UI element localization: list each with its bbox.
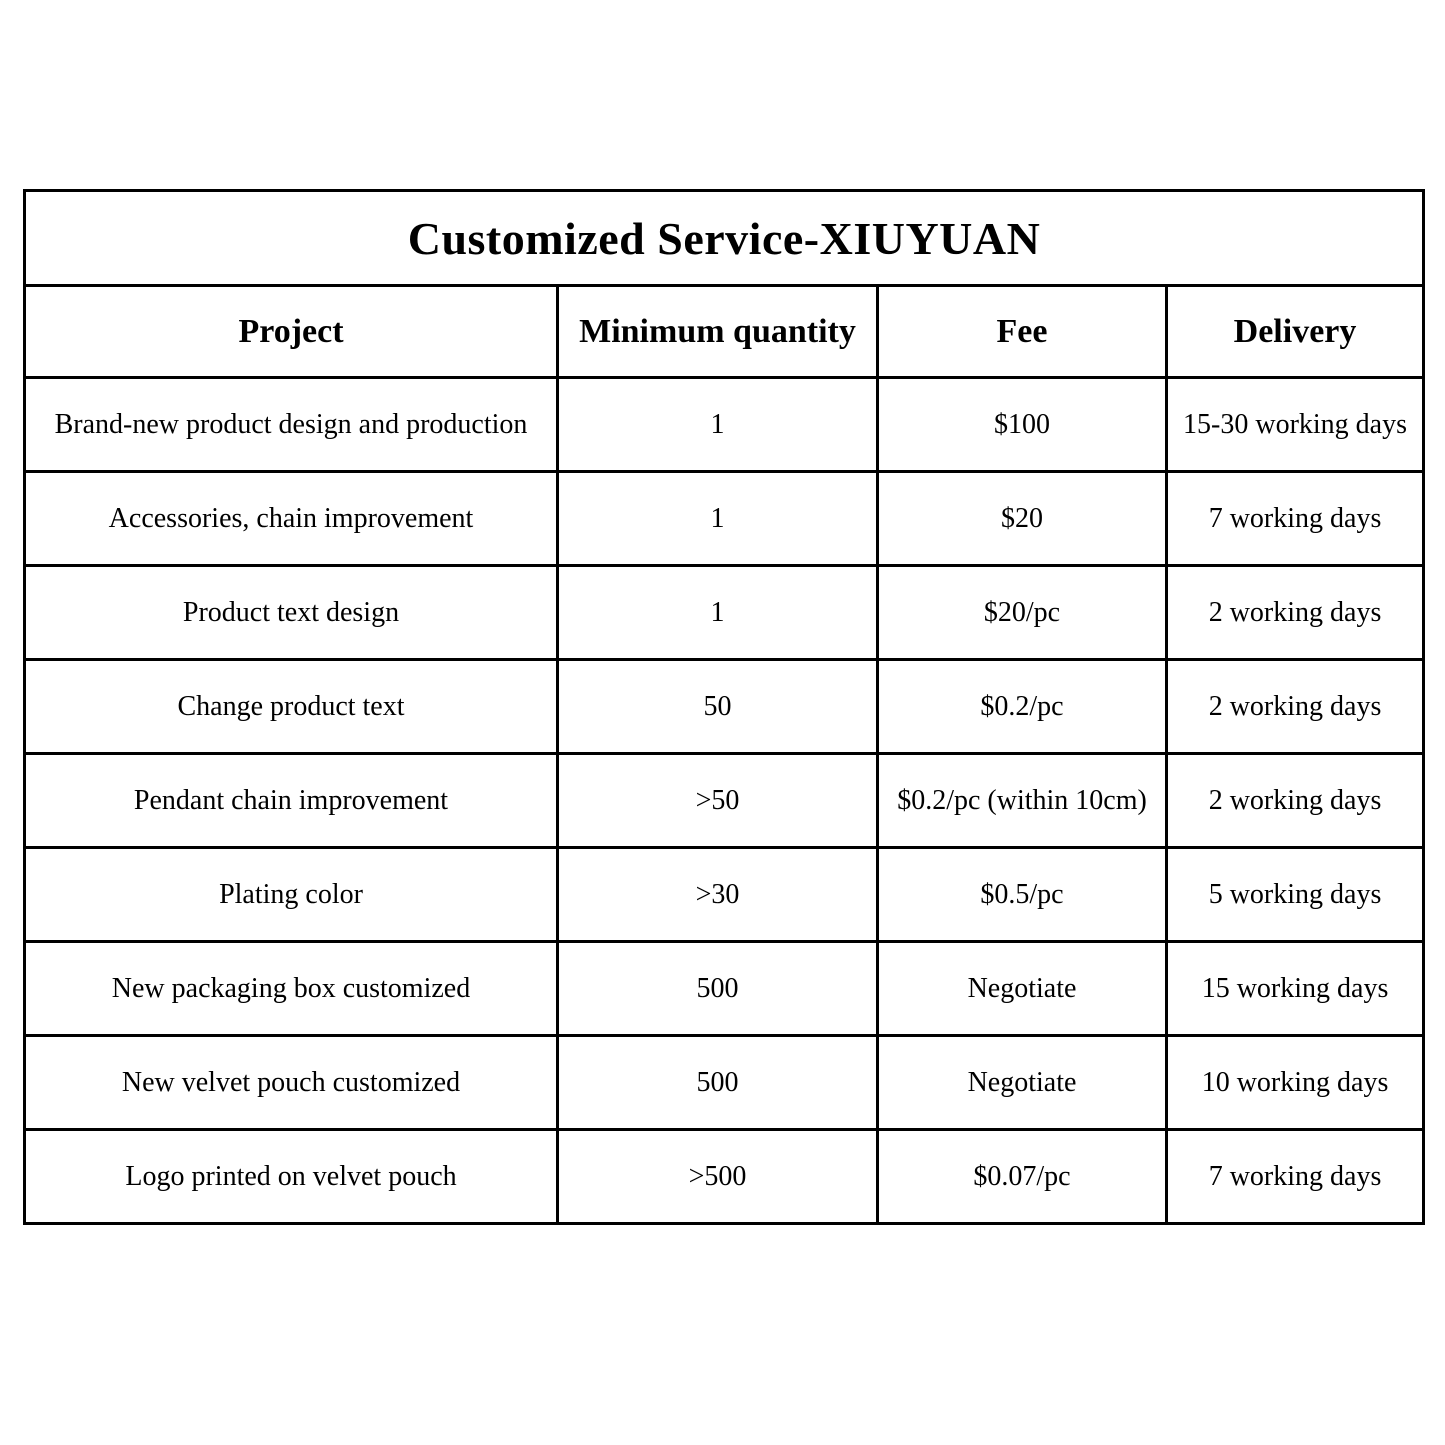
cell-delivery: 2 working days [1167, 660, 1424, 754]
cell-project: New packaging box customized [25, 942, 558, 1036]
cell-fee: $20/pc [878, 566, 1167, 660]
cell-fee: $100 [878, 378, 1167, 472]
cell-project: Product text design [25, 566, 558, 660]
customized-service-table [23, 189, 1425, 1225]
table-row [25, 942, 1424, 1036]
table-header-row [25, 286, 1424, 378]
cell-project: Brand-new product design and production [25, 378, 558, 472]
table-title: Customized Service-XIUYUAN [25, 191, 1424, 286]
column-header-project: Project [25, 286, 558, 378]
cell-minimum-quantity: 500 [558, 942, 878, 1036]
cell-delivery: 5 working days [1167, 848, 1424, 942]
cell-minimum-quantity: 500 [558, 1036, 878, 1130]
cell-minimum-quantity: >50 [558, 754, 878, 848]
cell-minimum-quantity: 1 [558, 378, 878, 472]
cell-project: Plating color [25, 848, 558, 942]
cell-project: Logo printed on velvet pouch [25, 1130, 558, 1224]
cell-project: Pendant chain improvement [25, 754, 558, 848]
column-header-delivery: Delivery [1167, 286, 1424, 378]
cell-minimum-quantity: 1 [558, 566, 878, 660]
cell-minimum-quantity: >30 [558, 848, 878, 942]
cell-fee: $0.2/pc (within 10cm) [878, 754, 1167, 848]
cell-fee: Negotiate [878, 942, 1167, 1036]
table-row [25, 1130, 1424, 1224]
cell-minimum-quantity: >500 [558, 1130, 878, 1224]
cell-delivery: 2 working days [1167, 754, 1424, 848]
cell-fee: $0.07/pc [878, 1130, 1167, 1224]
cell-delivery: 2 working days [1167, 566, 1424, 660]
column-header-fee: Fee [878, 286, 1167, 378]
cell-fee: $0.2/pc [878, 660, 1167, 754]
cell-delivery: 7 working days [1167, 472, 1424, 566]
cell-minimum-quantity: 1 [558, 472, 878, 566]
table-row [25, 660, 1424, 754]
cell-fee: Negotiate [878, 1036, 1167, 1130]
cell-delivery: 10 working days [1167, 1036, 1424, 1130]
table-row [25, 378, 1424, 472]
table-row [25, 1036, 1424, 1130]
cell-project: New velvet pouch customized [25, 1036, 558, 1130]
cell-fee: $0.5/pc [878, 848, 1167, 942]
cell-project: Accessories, chain improvement [25, 472, 558, 566]
table-row [25, 566, 1424, 660]
table-row [25, 848, 1424, 942]
cell-minimum-quantity: 50 [558, 660, 878, 754]
cell-delivery: 7 working days [1167, 1130, 1424, 1224]
table-row [25, 754, 1424, 848]
cell-fee: $20 [878, 472, 1167, 566]
column-header-minimum-quantity: Minimum quantity [558, 286, 878, 378]
cell-delivery: 15-30 working days [1167, 378, 1424, 472]
cell-project: Change product text [25, 660, 558, 754]
table-row [25, 472, 1424, 566]
cell-delivery: 15 working days [1167, 942, 1424, 1036]
table-title-row [25, 191, 1424, 286]
